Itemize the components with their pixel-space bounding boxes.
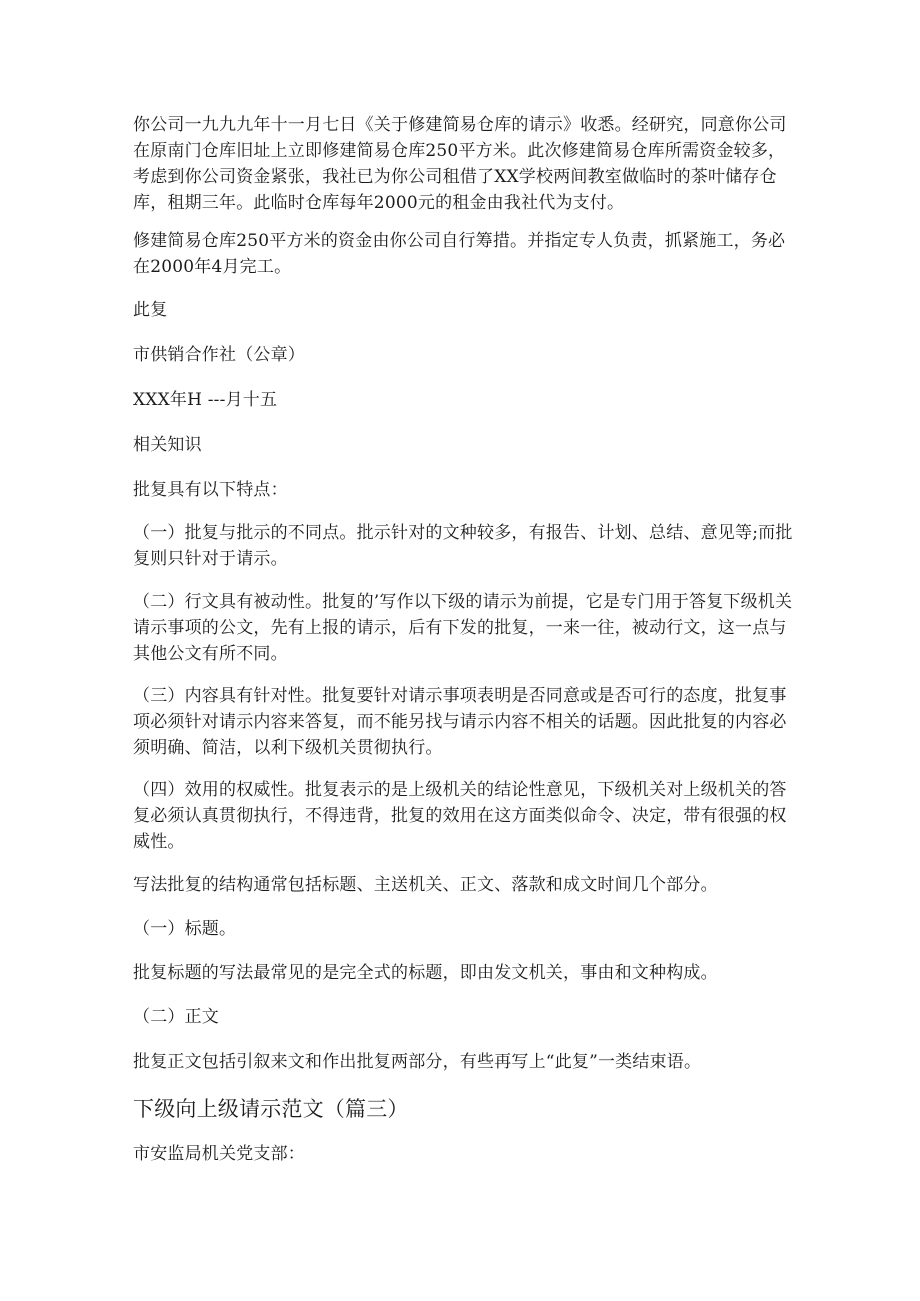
paragraph-funding: 修建简易仓库250平方米的资金由你公司自行筹措。并指定专人负责，抓紧施工，务必在2000年4月完工。 [133, 231, 786, 277]
structure-item-title: （一）标题。 [133, 919, 237, 939]
features-intro: 批复具有以下特点： [133, 480, 288, 500]
related-knowledge-label: 相关知识 [133, 435, 202, 455]
feature-item-2: （二）行文具有被动性。批复的’写作以下级的请示为前提，它是专门用于答复下级机关请示事项的公文，先有上报的请示，后有下发的批复，一来一往，被动行文，这一点与其他公文有所不同。 [133, 592, 793, 664]
salutation: 市安监局机关党支部： [133, 1144, 305, 1164]
body-description: 批复正文包括引叙来文和作出批复两部分，有些再写上“此复”一类结束语。 [133, 1052, 702, 1072]
section-heading: 下级向上级请示范文（篇三） [133, 1097, 409, 1121]
structure-intro: 写法批复的结构通常包括标题、主送机关、正文、落款和成文时间几个部分。 [133, 875, 718, 895]
title-description: 批复标题的写法最常见的是完全式的标题，即由发文机关，事由和文种构成。 [133, 963, 718, 983]
signature-date: XXX年H ---月十五 [133, 390, 278, 410]
feature-item-1: （一）批复与批示的不同点。批示针对的文种较多，有报告、计划、总结、意见等;而批复则只针对于请示。 [133, 523, 793, 569]
paragraph-reply-body: 你公司一九九九年十一月七日《关于修建简易仓库的请示》收悉。经研究，同意你公司在原南门仓库旧址上立即修建简易仓库250平方米。此次修建简易仓库所需资金较多，考虑到你公司资金紧张，我社已为你公司租借了XX学校两间教室做临时的茶叶储存仓库，租期三年。此临时仓库每年2000元的租金由我社代为支付。 [133, 115, 787, 213]
structure-item-body: （二）正文 [133, 1007, 219, 1027]
feature-item-4: （四）效用的权威性。批复表示的是上级机关的结论性意见，下级机关对上级机关的答复必须认真贯彻执行，不得违背，批复的效用在这方面类似命令、决定，带有很强的权威性。 [133, 780, 787, 852]
closing-phrase: 此复 [133, 300, 168, 320]
feature-item-3: （三）内容具有针对性。批复要针对请示事项表明是否同意或是否可行的态度，批复事项必须针对请示内容来答复，而不能另找与请示内容不相关的话题。因此批复的内容必须明确、简洁，以利下级机关贯彻执行。 [133, 686, 787, 758]
signature-organization: 市供销合作社（公章） [133, 345, 305, 365]
